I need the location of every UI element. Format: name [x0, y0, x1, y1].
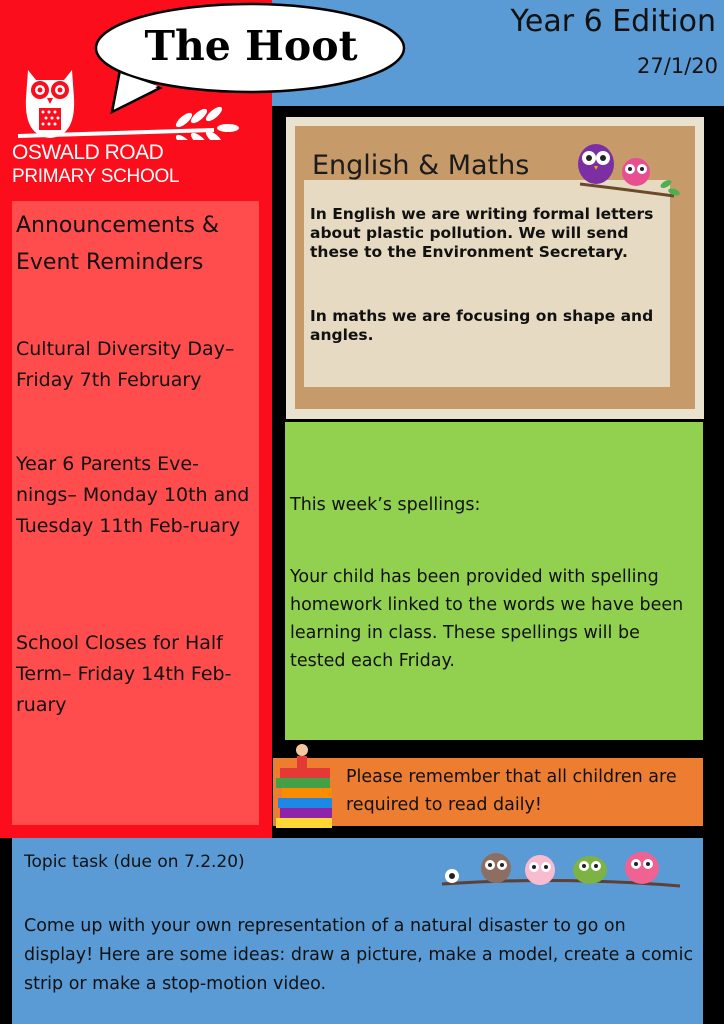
reading-reminder-text: Please remember that all children are required to read daily!: [346, 767, 677, 815]
newsletter-title: The Hoot: [144, 22, 358, 70]
announcements-panel: [12, 201, 259, 825]
book-stack-icon: [272, 738, 342, 834]
owl-row-icon: [440, 846, 685, 896]
topic-task-body: Come up with your own representation of a natural disaster to go on display! Here are some ideas: draw a picture, make a model, create a comic strip or make a stop-motion video.: [24, 916, 694, 994]
announcement-item: Year 6 Parents Eve-nings– Monday 10th and Tuesday 11th Feb-ruary: [16, 453, 250, 537]
school-name-line1: OSWALD ROAD: [12, 141, 164, 164]
announcements-heading: Announcements & Event Reminders: [16, 213, 220, 275]
topic-task-title: Topic task (due on 7.2.20): [24, 852, 245, 872]
english-maths-heading: English & Maths: [312, 150, 530, 181]
issue-date: 27/1/20: [637, 54, 718, 78]
spellings-heading: This week’s spellings:: [290, 495, 481, 515]
spellings-body: Your child has been provided with spelling homework linked to the words we have been learning in class. These spellings will be tested each Friday.: [290, 567, 684, 671]
owls-on-branch-icon: [570, 136, 682, 204]
maths-text: In maths we are focusing on shape and angles.: [310, 307, 654, 344]
announcement-item: Cultural Diversity Day– Friday 7th February: [16, 338, 235, 391]
owl-logo-icon: [14, 58, 264, 140]
edition-label: Year 6 Edition: [510, 4, 716, 39]
school-name-line2: PRIMARY SCHOOL: [12, 166, 180, 187]
announcement-item: School Closes for Half Term– Friday 14th Feb-ruary: [16, 632, 232, 716]
english-text: In English we are writing formal letters about plastic pollution. We will send these to the Environment Secretary.: [310, 205, 654, 261]
